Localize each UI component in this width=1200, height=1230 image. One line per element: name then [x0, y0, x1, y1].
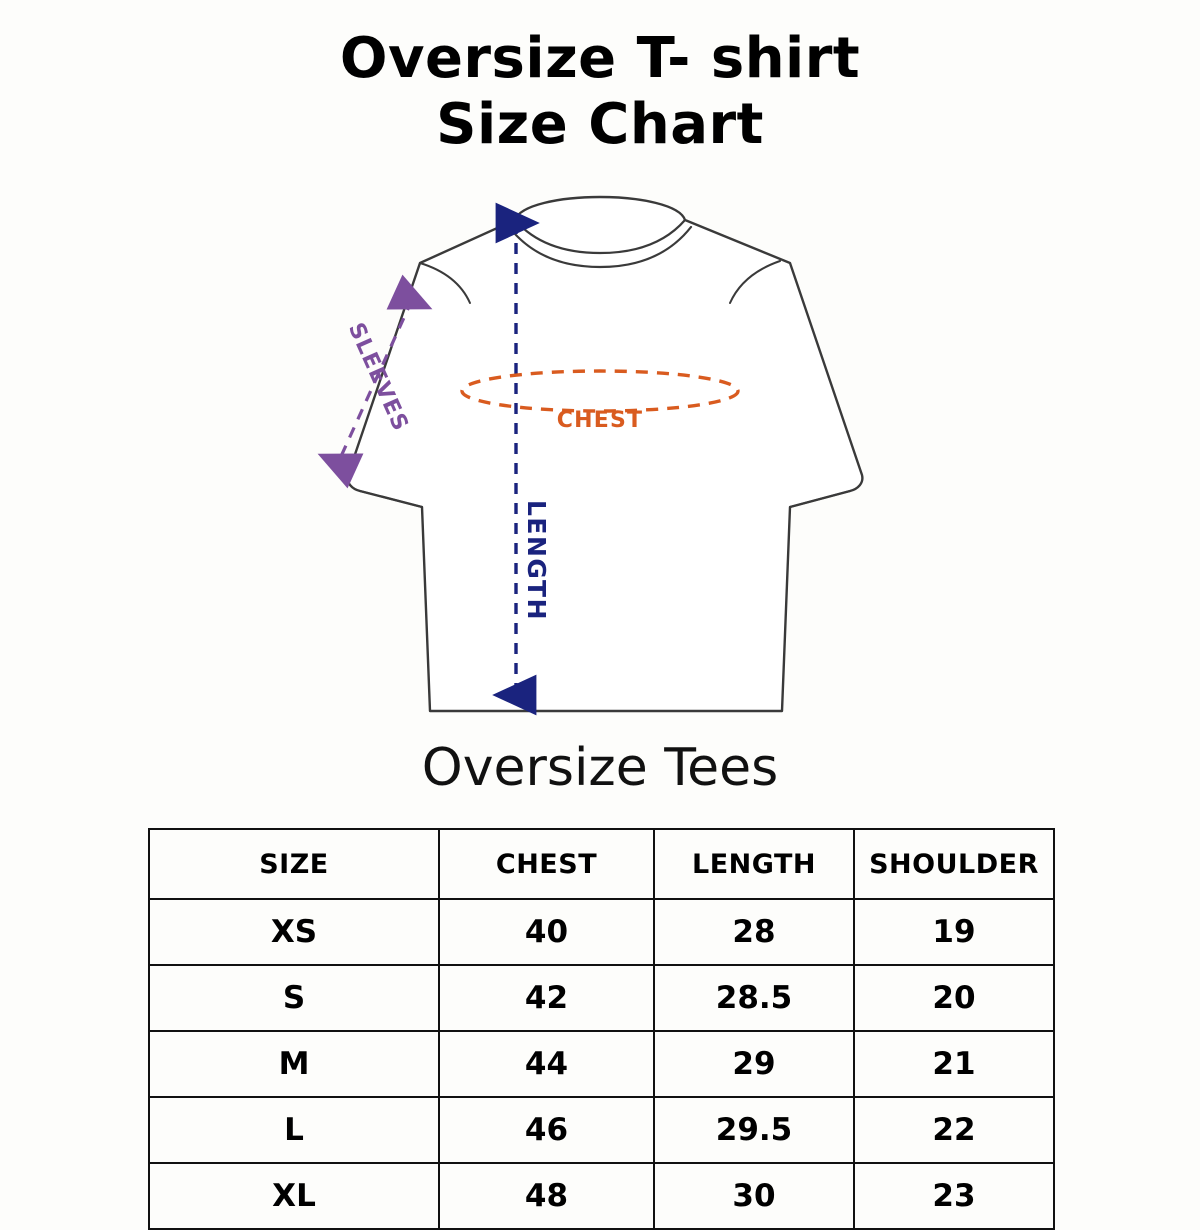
column-header-size: SIZE [149, 829, 439, 899]
size-table [148, 828, 1055, 1230]
page-title [0, 26, 1200, 158]
cell-shoulder: 22 [854, 1097, 1054, 1163]
section-subtitle: Oversize Tees [421, 738, 779, 798]
cell-size: L [149, 1097, 439, 1163]
cell-chest: 42 [439, 965, 654, 1031]
table-row [149, 899, 1054, 965]
table-header-row [149, 829, 1054, 899]
cell-size: XL [149, 1163, 439, 1229]
column-header-chest: CHEST [439, 829, 654, 899]
cell-size: M [149, 1031, 439, 1097]
cell-chest: 40 [439, 899, 654, 965]
cell-size: S [149, 965, 439, 1031]
chest-label: CHEST [556, 408, 644, 433]
tshirt-illustration [0, 175, 1200, 735]
length-label: LENGTH [522, 500, 551, 621]
table-row [149, 1163, 1054, 1229]
cell-shoulder: 19 [854, 899, 1054, 965]
sleeves-label: SLEEVES [342, 319, 413, 436]
table-row [149, 965, 1054, 1031]
cell-shoulder: 23 [854, 1163, 1054, 1229]
cell-length: 29 [654, 1031, 854, 1097]
column-header-shoulder: SHOULDER [854, 829, 1054, 899]
table-row [149, 1031, 1054, 1097]
cell-length: 28 [654, 899, 854, 965]
table-row [149, 1097, 1054, 1163]
cell-size: XS [149, 899, 439, 965]
cell-shoulder: 21 [854, 1031, 1054, 1097]
cell-chest: 48 [439, 1163, 654, 1229]
title-line-1: Oversize T- shirt [339, 26, 861, 91]
column-header-length: LENGTH [654, 829, 854, 899]
size-table-wrap [148, 828, 1053, 1230]
cell-length: 28.5 [654, 965, 854, 1031]
cell-length: 29.5 [654, 1097, 854, 1163]
cell-chest: 44 [439, 1031, 654, 1097]
cell-chest: 46 [439, 1097, 654, 1163]
title-line-2: Size Chart [436, 92, 764, 158]
cell-shoulder: 20 [854, 965, 1054, 1031]
cell-length: 30 [654, 1163, 854, 1229]
